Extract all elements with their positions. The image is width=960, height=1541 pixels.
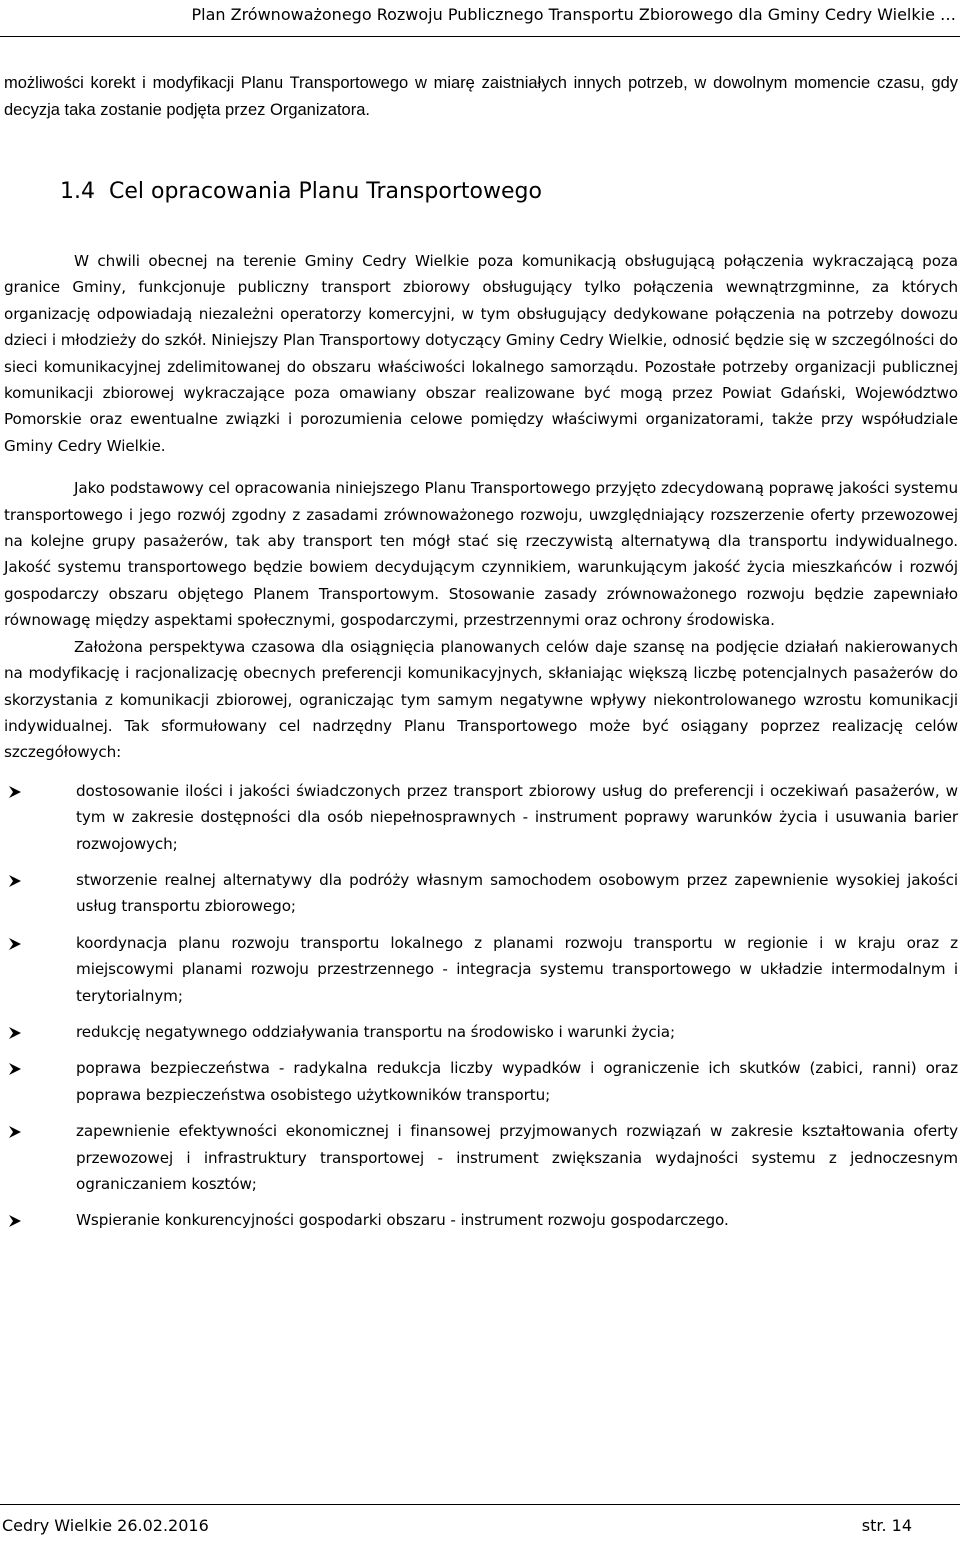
arrowhead-bullet-icon: [8, 1125, 22, 1139]
arrowhead-bullet-icon: [8, 1062, 22, 1076]
running-footer: [0, 1504, 960, 1541]
paragraph: W chwili obecnej na terenie Gminy Cedry Wielkie poza komunikacją obsługującą połączenia wykraczającą poza granice Gminy, funkcjonuje publiczny transport zbiorowy obsługujący tylko połączenia wewnątrzgminne, za których organizację odpowiadają niezależni operatorzy komercyjni, w tym obsługujący dedykowane połączenia na potrzeby dowozu dzieci i młodzieży do szkół. Niniejszy Plan Transportowy dotyczący Gminy Cedry Wielkie, odnosić będzie się w szczególności do sieci komunikacyjnej zdelimitowanej do obszaru właściwości lokalnego samorządu. Pozostałe potrzeby organizacji publicznej komunikacji zbiorowej wykraczające poza omawiany obszar realizowane być mogą przez Powiat Gdański, Województwo Pomorskie oraz ewentualne związki i porozumienia celowe pomiędzy właściwymi organizatorami, także przy współudziale Gminy Cedry Wielkie.: [4, 252, 958, 455]
objectives-list: [4, 778, 958, 1234]
footer-date: Cedry Wielkie 26.02.2016: [2, 1516, 209, 1535]
arrowhead-bullet-icon: [8, 937, 22, 951]
list-item: [4, 1118, 958, 1197]
intro-paragraph: możliwości korekt i modyfikacji Planu Transportowego w miarę zaistniałych innych potrzeb, w dowolnym momencie czasu, gdy decyzja taka zostanie podjęta przez Organizatora.: [4, 74, 958, 119]
arrowhead-bullet-icon: [8, 1026, 22, 1040]
page-number: str. 14: [861, 1516, 912, 1535]
paragraph: Założona perspektywa czasowa dla osiągnięcia planowanych celów daje szansę na podjęcie działań nakierowanych na modyfikację i racjonalizację obecnych preferencji komunikacyjnych, skłaniając większą liczbę potencjalnych pasażerów do skorzystania z komunikacji zbiorowej, ograniczając tym samym negatywne wpływy niekontrolowanego wzrostu komunikacji indywidualnej. Tak sformułowany cel nadrzędny Planu Transportowego może być osiągany poprzez realizację celów szczegółowych:: [4, 637, 958, 762]
paragraph: Jako podstawowy cel opracowania niniejszego Planu Transportowego przyjęto zdecydowaną poprawę jakości systemu transportowego i jego rozwój zgodny z zasadami zrównoważonego rozwoju, uwzględniający rozszerzenie oferty przewozowej na kolejne grupy pasażerów, tak aby transport ten mógł stać się rzeczywistą alternatywą dla transportu indywidualnego. Jakość systemu transportowego będzie bowiem decydującym czynnikiem, warunkującym jakość życia mieszkańców i rozwój gospodarczy obszaru objętego Planem Transportowym. Stosowanie zasady zrównoważonego rozwoju będzie zapewniało równowagę między aspektami społecznymi, gospodarczymi, przestrzennymi oraz ochrony środowiska.: [4, 479, 958, 630]
list-item: [4, 778, 958, 857]
header-rule: [0, 36, 960, 37]
section-number: 1.4: [60, 179, 95, 204]
list-item: [4, 1019, 958, 1045]
list-item-text: zapewnienie efektywności ekonomicznej i finansowej przyjmowanych rozwiązań w zakresie kształtowania oferty przewozowej i infrastruktury transportowej - instrument zwiększania wydajności systemu z jednoczesnym ograniczaniem kosztów;: [76, 1122, 958, 1193]
list-item: [4, 867, 958, 920]
running-header: [0, 0, 960, 34]
arrowhead-bullet-icon: [8, 785, 22, 799]
list-item: [4, 1055, 958, 1108]
list-item-text: dostosowanie ilości i jakości świadczonych przez transport zbiorowy usług do preferencji i oczekiwań pasażerów, w tym w zakresie dostępności dla osób niepełnosprawnych - instrument poprawy warunków życia i usuwania barier rozwojowych;: [76, 781, 958, 853]
arrowhead-bullet-icon: [8, 1214, 22, 1228]
section-heading: [4, 172, 958, 212]
list-item: [4, 1207, 958, 1233]
page-content: [4, 70, 958, 1244]
list-item-text: Wspieranie konkurencyjności gospodarki obszaru - instrument rozwoju gospodarczego.: [76, 1211, 729, 1230]
list-item-text: koordynacja planu rozwoju transportu lokalnego z planami rozwoju transportu w regionie i w kraju oraz z miejscowymi planami rozwoju przestrzennego - integracja systemu transportowego w układzie intermodalnym i terytorialnym;: [76, 933, 958, 1005]
list-item-text: redukcję negatywnego oddziaływania transportu na środowisko i warunki życia;: [76, 1022, 675, 1041]
list-item-text: stworzenie realnej alternatywy dla podróży własnym samochodem osobowym przez zapewnienie wysokiej jakości usług transportu zbiorowego;: [76, 870, 958, 916]
list-item: [4, 930, 958, 1009]
section-title: Cel opracowania Planu Transportowego: [109, 179, 542, 204]
header-title: Plan Zrównoważonego Rozwoju Publicznego Transportu Zbiorowego dla Gminy Cedry Wielkie …: [191, 5, 956, 24]
arrowhead-bullet-icon: [8, 874, 22, 888]
list-item-text: poprawa bezpieczeństwa - radykalna redukcja liczby wypadków i ograniczenie ich skutków (zabici, ranni) oraz poprawa bezpieczeństwa osobistego użytkowników transportu;: [76, 1059, 958, 1104]
